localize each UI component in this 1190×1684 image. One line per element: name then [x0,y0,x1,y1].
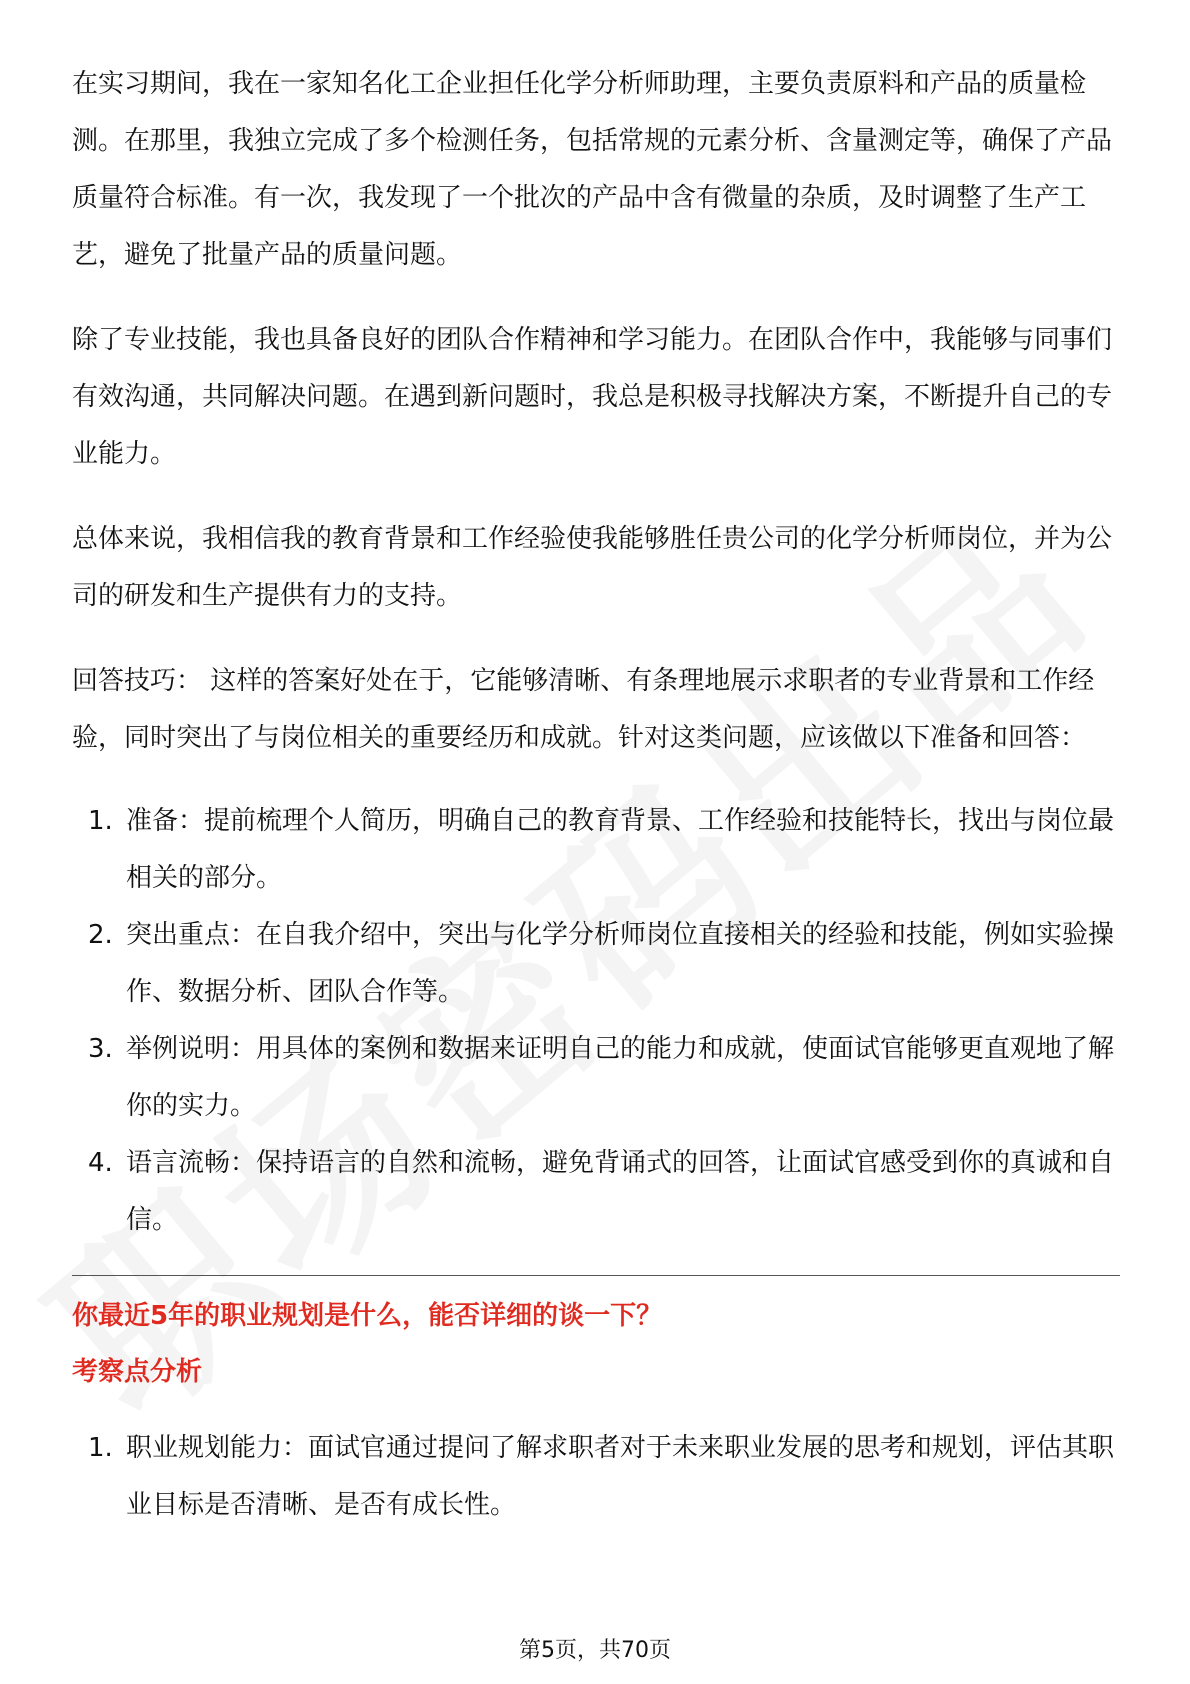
paragraph-answer-tips: 回答技巧： 这样的答案好处在于，它能够清晰、有条理地展示求职者的专业背景和工作经验，同时突出了与岗位相关的重要经历和成就。针对这类问题，应该做以下准备和回答： [72,666,1095,753]
analysis-list [72,1420,1120,1534]
list-item: 1. 准备：提前梳理个人简历，明确自己的教育背景、工作经验和技能特长，找出与岗位最相关的部分。 [88,806,1115,893]
analysis-heading: 考察点分析 [72,1357,203,1387]
page-content [72,56,1120,1560]
list-item: 2. 突出重点：在自我介绍中，突出与化学分析师岗位直接相关的经验和技能，例如实验操作、数据分析、团队合作等。 [88,920,1115,1007]
paragraph-internship: 在实习期间，我在一家知名化工企业担任化学分析师助理，主要负责原料和产品的质量检测。在那里，我独立完成了多个检测任务，包括常规的元素分析、含量测定等，确保了产品质量符合标准。有一次，我发现了一个批次的产品中含有微量的杂质，及时调整了生产工艺，避免了批量产品的质量问题。 [72,69,1113,270]
paragraph-summary: 总体来说，我相信我的教育背景和工作经验使我能够胜任贵公司的化学分析师岗位，并为公司的研发和生产提供有力的支持。 [72,524,1113,611]
paragraph-teamwork: 除了专业技能，我也具备良好的团队合作精神和学习能力。在团队合作中，我能够与同事们有效沟通，共同解决问题。在遇到新问题时，我总是积极寻找解决方案，不断提升自己的专业能力。 [72,325,1113,469]
section-divider [72,1275,1120,1276]
question-heading: 你最近5年的职业规划是什么，能否详细的谈一下？ [72,1301,663,1331]
list-item: 3. 举例说明：用具体的案例和数据来证明自己的能力和成就，使面试官能够更直观地了解你的实力。 [88,1034,1115,1121]
list-item: 1. 职业规划能力：面试官通过提问了解求职者对于未来职业发展的思考和规划，评估其职业目标是否清晰、是否有成长性。 [88,1433,1115,1520]
tips-list [72,793,1120,1249]
list-item: 4. 语言流畅：保持语言的自然和流畅，避免背诵式的回答，让面试官感受到你的真诚和自信。 [88,1148,1115,1235]
page-number: 第5页，共70页 [519,1638,671,1663]
